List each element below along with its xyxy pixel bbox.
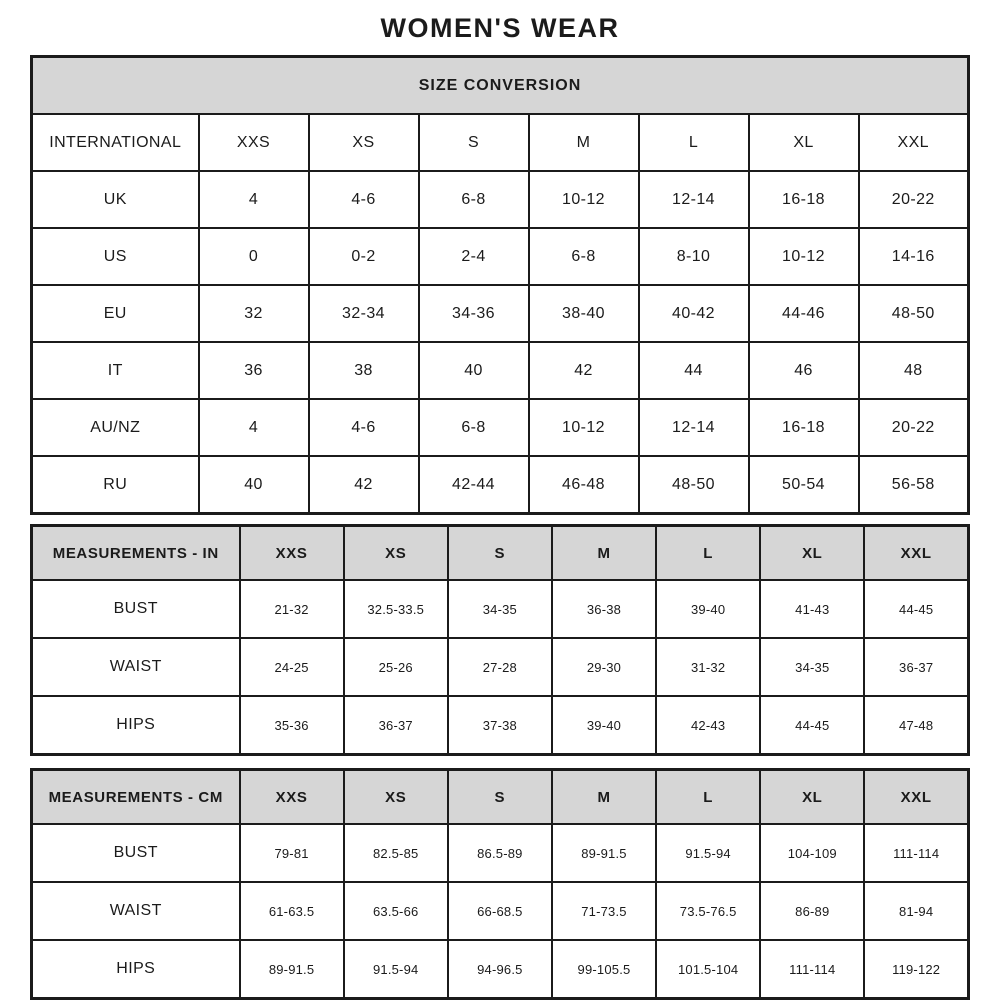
value-cell: 44-46 xyxy=(749,285,859,342)
value-cell: 10-12 xyxy=(529,171,639,228)
value-cell: 39-40 xyxy=(552,696,656,755)
section-header-row xyxy=(32,526,969,581)
row-label: HIPS xyxy=(32,940,240,999)
value-cell: 27-28 xyxy=(448,638,552,696)
value-cell: 91.5-94 xyxy=(344,940,448,999)
value-cell: 111-114 xyxy=(864,824,968,882)
size-conversion-table xyxy=(30,55,970,515)
table-row xyxy=(32,824,969,882)
value-cell: 61-63.5 xyxy=(240,882,344,940)
value-cell: 104-109 xyxy=(760,824,864,882)
row-label: BUST xyxy=(32,580,240,638)
value-cell: 4 xyxy=(199,171,309,228)
table-row xyxy=(32,228,969,285)
value-cell: 0-2 xyxy=(309,228,419,285)
value-cell: 44-45 xyxy=(760,696,864,755)
table-row xyxy=(32,285,969,342)
value-cell: 89-91.5 xyxy=(240,940,344,999)
size-column-header: XL xyxy=(760,770,864,825)
row-label: WAIST xyxy=(32,638,240,696)
section-header-row xyxy=(32,770,969,825)
size-column-header: XS xyxy=(344,770,448,825)
value-cell: 44 xyxy=(639,342,749,399)
measurements-in-table xyxy=(30,524,970,756)
value-cell: 36-37 xyxy=(864,638,968,696)
section-header: MEASUREMENTS - CM xyxy=(32,770,240,825)
row-label: UK xyxy=(32,171,199,228)
value-cell: 89-91.5 xyxy=(552,824,656,882)
size-column-header: M xyxy=(552,770,656,825)
column-header: XXS xyxy=(199,114,309,171)
value-cell: 34-35 xyxy=(760,638,864,696)
value-cell: 86.5-89 xyxy=(448,824,552,882)
value-cell: 36 xyxy=(199,342,309,399)
value-cell: 29-30 xyxy=(552,638,656,696)
value-cell: 20-22 xyxy=(859,399,969,456)
value-cell: 21-32 xyxy=(240,580,344,638)
value-cell: 48-50 xyxy=(859,285,969,342)
value-cell: 14-16 xyxy=(859,228,969,285)
table-row xyxy=(32,171,969,228)
table-row xyxy=(32,882,969,940)
size-column-header: XL xyxy=(760,526,864,581)
size-column-header: XXL xyxy=(864,770,968,825)
row-label: EU xyxy=(32,285,199,342)
size-column-header: XXL xyxy=(864,526,968,581)
value-cell: 48 xyxy=(859,342,969,399)
value-cell: 46 xyxy=(749,342,859,399)
value-cell: 34-35 xyxy=(448,580,552,638)
size-column-header: L xyxy=(656,770,760,825)
value-cell: 24-25 xyxy=(240,638,344,696)
size-column-header: S xyxy=(448,526,552,581)
row-label: RU xyxy=(32,456,199,514)
section-header-row xyxy=(32,57,969,115)
value-cell: 50-54 xyxy=(749,456,859,514)
measurements-cm-table xyxy=(30,768,970,1000)
value-cell: 16-18 xyxy=(749,399,859,456)
value-cell: 79-81 xyxy=(240,824,344,882)
section-header: SIZE CONVERSION xyxy=(32,57,969,115)
value-cell: 48-50 xyxy=(639,456,749,514)
value-cell: 10-12 xyxy=(529,399,639,456)
value-cell: 6-8 xyxy=(419,399,529,456)
value-cell: 119-122 xyxy=(864,940,968,999)
value-cell: 63.5-66 xyxy=(344,882,448,940)
value-cell: 16-18 xyxy=(749,171,859,228)
value-cell: 42-43 xyxy=(656,696,760,755)
value-cell: 73.5-76.5 xyxy=(656,882,760,940)
table-row xyxy=(32,399,969,456)
value-cell: 86-89 xyxy=(760,882,864,940)
value-cell: 0 xyxy=(199,228,309,285)
column-header: S xyxy=(419,114,529,171)
value-cell: 36-38 xyxy=(552,580,656,638)
value-cell: 66-68.5 xyxy=(448,882,552,940)
value-cell: 6-8 xyxy=(529,228,639,285)
row-label: WAIST xyxy=(32,882,240,940)
value-cell: 32.5-33.5 xyxy=(344,580,448,638)
row-label: HIPS xyxy=(32,696,240,755)
value-cell: 35-36 xyxy=(240,696,344,755)
value-cell: 99-105.5 xyxy=(552,940,656,999)
value-cell: 44-45 xyxy=(864,580,968,638)
value-cell: 4-6 xyxy=(309,171,419,228)
value-cell: 71-73.5 xyxy=(552,882,656,940)
size-column-header: S xyxy=(448,770,552,825)
value-cell: 25-26 xyxy=(344,638,448,696)
value-cell: 40-42 xyxy=(639,285,749,342)
value-cell: 4-6 xyxy=(309,399,419,456)
value-cell: 39-40 xyxy=(656,580,760,638)
value-cell: 4 xyxy=(199,399,309,456)
table-row xyxy=(32,342,969,399)
value-cell: 101.5-104 xyxy=(656,940,760,999)
column-header: XS xyxy=(309,114,419,171)
column-header: M xyxy=(529,114,639,171)
section-header: MEASUREMENTS - IN xyxy=(32,526,240,581)
value-cell: 6-8 xyxy=(419,171,529,228)
value-cell: 38 xyxy=(309,342,419,399)
value-cell: 12-14 xyxy=(639,171,749,228)
table-row xyxy=(32,638,969,696)
value-cell: 81-94 xyxy=(864,882,968,940)
value-cell: 42-44 xyxy=(419,456,529,514)
value-cell: 2-4 xyxy=(419,228,529,285)
value-cell: 12-14 xyxy=(639,399,749,456)
value-cell: 10-12 xyxy=(749,228,859,285)
value-cell: 40 xyxy=(419,342,529,399)
column-header: XL xyxy=(749,114,859,171)
value-cell: 94-96.5 xyxy=(448,940,552,999)
value-cell: 20-22 xyxy=(859,171,969,228)
value-cell: 32-34 xyxy=(309,285,419,342)
value-cell: 38-40 xyxy=(529,285,639,342)
column-header: L xyxy=(639,114,749,171)
value-cell: 32 xyxy=(199,285,309,342)
value-cell: 40 xyxy=(199,456,309,514)
column-header: XXL xyxy=(859,114,969,171)
row-label: AU/NZ xyxy=(32,399,199,456)
value-cell: 36-37 xyxy=(344,696,448,755)
value-cell: 56-58 xyxy=(859,456,969,514)
column-header-row xyxy=(32,114,969,171)
size-column-header: XS xyxy=(344,526,448,581)
size-column-header: XXS xyxy=(240,526,344,581)
value-cell: 41-43 xyxy=(760,580,864,638)
value-cell: 42 xyxy=(529,342,639,399)
value-cell: 37-38 xyxy=(448,696,552,755)
table-row xyxy=(32,940,969,999)
table-row xyxy=(32,456,969,514)
size-column-header: M xyxy=(552,526,656,581)
value-cell: 82.5-85 xyxy=(344,824,448,882)
value-cell: 42 xyxy=(309,456,419,514)
size-column-header: L xyxy=(656,526,760,581)
table-row xyxy=(32,580,969,638)
row-label: US xyxy=(32,228,199,285)
value-cell: 111-114 xyxy=(760,940,864,999)
value-cell: 47-48 xyxy=(864,696,968,755)
value-cell: 46-48 xyxy=(529,456,639,514)
page-title: WOMEN'S WEAR xyxy=(380,13,620,43)
size-column-header: XXS xyxy=(240,770,344,825)
table-row xyxy=(32,696,969,755)
column-header: INTERNATIONAL xyxy=(32,114,199,171)
row-label: IT xyxy=(32,342,199,399)
value-cell: 91.5-94 xyxy=(656,824,760,882)
value-cell: 8-10 xyxy=(639,228,749,285)
value-cell: 31-32 xyxy=(656,638,760,696)
value-cell: 34-36 xyxy=(419,285,529,342)
row-label: BUST xyxy=(32,824,240,882)
